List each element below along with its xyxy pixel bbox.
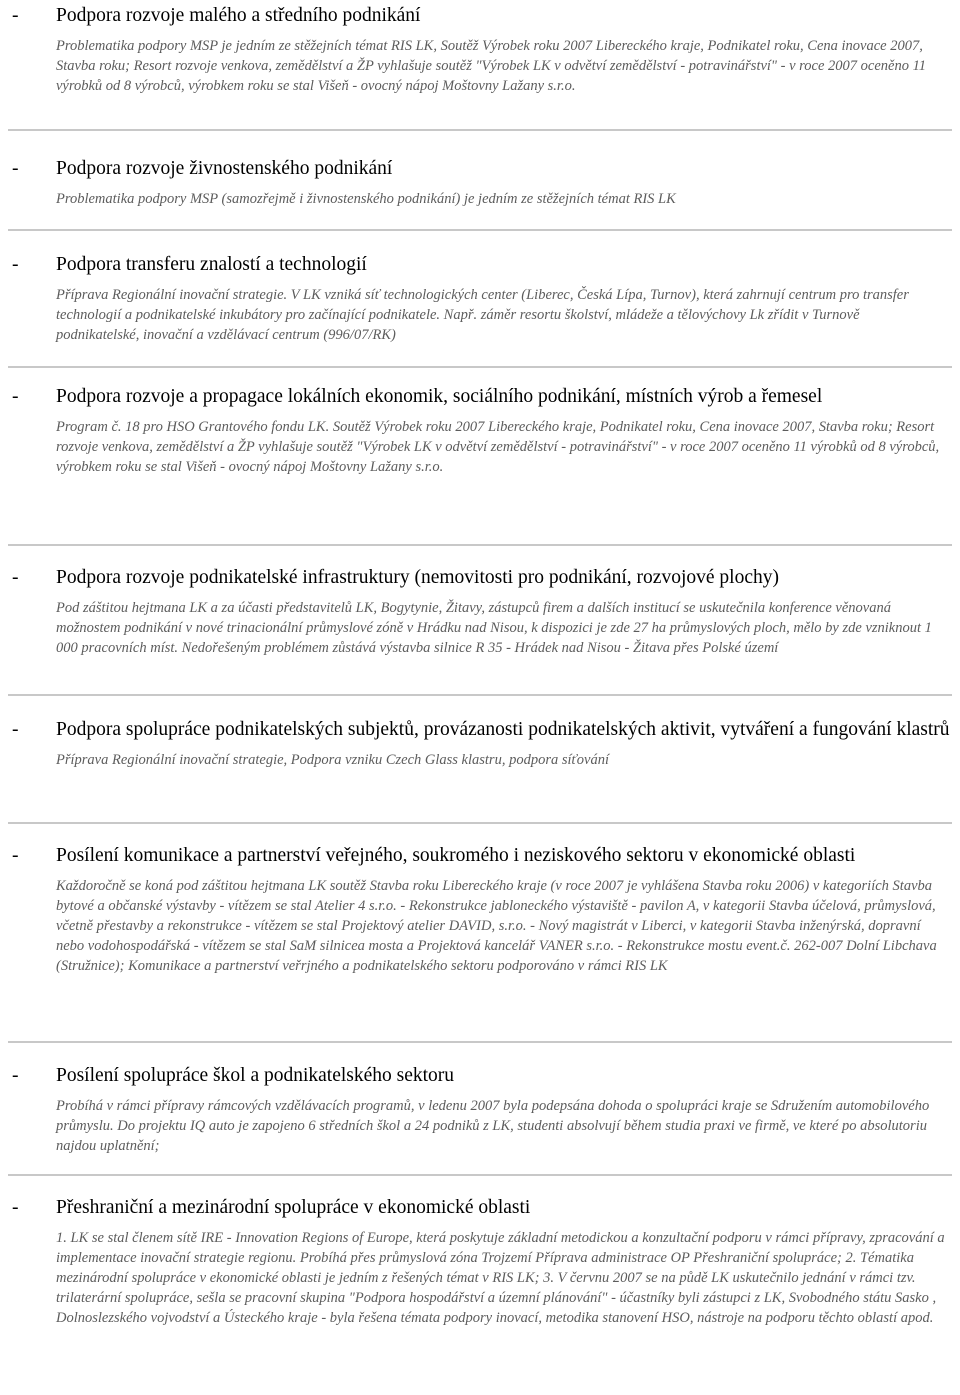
bullet-dash: - [12, 567, 19, 588]
section-body: Příprava Regionální inovační strategie. V LK vzniká síť technologických center (Liberec, Česká Lípa, Turnov), která zahrnují centrum pro transfer technologií a podnikatelské inkubátory pro začínající podnikatele. Např. záměr resortu školství, mládeže a tělovýchovy Lk zřídit v Turnově podnikatelské, inovační a vzdělávací centrum (996/07/RK) [56, 287, 909, 343]
section-title: Podpora rozvoje a propagace lokálních ekonomik, sociálního podnikání, místních výrob a řemesel [56, 386, 823, 407]
section-transfer [0, 251, 960, 345]
section-title: Podpora transferu znalostí a technologií [56, 254, 367, 275]
section-body: 1. LK se stal členem sítě IRE - Innovation Regions of Europe, která poskytuje základní metodickou a konzultační podporu v rámci přípravy, zpracování a implementace inovační strategie regionu. Probíhá přes průmyslová zóna Trojzemí Příprava administrace OP Přeshraniční spolupráce; 2. Tématika mezinárodní spolupráce v ekonomické oblasti je jedním z řešených témat v RIS LK; 3. V červnu 2007 se na půdě LK uskutečnilo jednání v rámci tzv. trilaterární spolupráce, sešla se pracovní skupina "Podpora hospodářství a územní plánování" - účastníky byli zástupci z LK, Svobodného státu Sasko , Dolnoslezského vojvodství a Ústeckého kraje - byla řešena témata podpory inovací, metodika stanovení HSO, nástroje na podporu těchto oblastí apod. [56, 1230, 945, 1326]
section-preshranicni [0, 1194, 960, 1328]
section-title: Přeshraniční a mezinárodní spolupráce v ekonomické oblasti [56, 1197, 531, 1218]
divider [8, 822, 952, 824]
section-body: Problematika podpory MSP (samozřejmě i živnostenského podnikání) je jedním ze stěžejních témat RIS LK [56, 191, 676, 207]
bullet-dash: - [12, 5, 19, 26]
bullet-dash: - [12, 1197, 19, 1218]
divider [8, 129, 952, 131]
bullet-dash: - [12, 386, 19, 407]
bullet-dash: - [12, 254, 19, 275]
section-title: Posílení komunikace a partnerství veřejného, soukromého i neziskového sektoru v ekonomické oblasti [56, 845, 856, 866]
section-klastry [0, 716, 960, 770]
section-msp [0, 2, 960, 96]
section-partnerstvi [0, 842, 960, 976]
section-title: Podpora rozvoje podnikatelské infrastruktury (nemovitosti pro podnikání, rozvojové plochy) [56, 567, 779, 588]
divider [8, 229, 952, 231]
section-infrastruktura [0, 564, 960, 658]
bullet-dash: - [12, 719, 19, 740]
section-skoly [0, 1062, 960, 1156]
section-title: Podpora rozvoje malého a středního podnikání [56, 5, 421, 26]
divider [8, 694, 952, 696]
section-body: Příprava Regionální inovační strategie, Podpora vzniku Czech Glass klastru, podpora síťování [56, 752, 610, 768]
divider [8, 1041, 952, 1043]
section-zivnost [0, 155, 960, 209]
section-body: Program č. 18 pro HSO Grantového fondu LK. Soutěž Výrobek roku 2007 Libereckého kraje, Podnikatel roku, Cena inovace 2007, Stavba roku; Resort rozvoje venkova, zemědělství a ŽP vyhlašuje soutěž "Výrobek LK v odvětví zemědělství - potravinářství" - v roce 2007 oceněno 11 výrobků od 8 výrobců, výrobkem roku se stal Višeň - ovocný nápoj Moštovny Lažany s.r.o. [56, 419, 940, 475]
section-body: Pod záštitou hejtmana LK a za účasti představitelů LK, Bogytynie, Žitavy, zástupců firem a dalších institucí se uskutečnila konference věnovaná možnostem podnikání v nové trinacionální průmyslové zóně v Hrádku nad Nisou, k dispozici je zde 27 ha průmyslových ploch, mělo by zde vzniknout 1 000 pracovních míst. Nedořešeným problémem zůstává výstavba silnice R 35 - Hrádek nad Nisou - Žitava přes Polské území [56, 600, 932, 656]
section-body: Problematika podpory MSP je jedním ze stěžejních témat RIS LK, Soutěž Výrobek roku 2007 Libereckého kraje, Podnikatel roku, Cena inovace 2007, Stavba roku; Resort rozvoje venkova, zemědělství a ŽP vyhlašuje soutěž "Výrobek LK v odvětví zemědělství - potravinářství" - v roce 2007 oceněno 11 výrobků od 8 výrobců, výrobkem roku se stal Višeň - ovocný nápoj Moštovny Lažany s.r.o. [56, 38, 926, 94]
section-body: Každoročně se koná pod záštitou hejtmana LK soutěž Stavba roku Libereckého kraje (v roce 2007 je vyhlášena Stavba roku 2006) v kategoriích Stavba bytové a občanské výstavby - vítězem se stal Atelier 4 s.r.o. - Rekonstrukce jabloneckého výstaviště - pavilon A, v kategorii Stavba účelová, průmyslová, včetně přestavby a rekonstrukce - vítězem se stal Projektový atelier DAVID, s.r.o. - Nový magistrát v Liberci, v kategorii Stavba inženýrská, dopravní nebo vodohospodářská - vítězem se stal SaM silnicea mosta a Projektová kancelář VANER s.r.o. - Rekonstrukce mostu event.č. 262-007 Dolní Libchava (Stružnice); Komunikace a partnerství veřrjného a podnikatelského sektoru podporováno v rámci RIS LK [56, 878, 937, 974]
bullet-dash: - [12, 1065, 19, 1086]
bullet-dash: - [12, 845, 19, 866]
section-title: Podpora spolupráce podnikatelských subjektů, provázanosti podnikatelských aktivit, vytváření a fungování klastrů [56, 719, 950, 740]
section-title: Posílení spolupráce škol a podnikatelského sektoru [56, 1065, 455, 1086]
divider [8, 366, 952, 368]
bullet-dash: - [12, 158, 19, 179]
section-title: Podpora rozvoje živnostenského podnikání [56, 158, 393, 179]
divider [8, 1174, 952, 1176]
divider [8, 544, 952, 546]
section-lokalni-ekonomiky [0, 383, 960, 477]
section-body: Probíhá v rámci přípravy rámcových vzdělávacích programů, v ledenu 2007 byla podepsána dohoda o spolupráci kraje se Sdružením automobilového průmyslu. Do projektu IQ auto je zapojeno 6 středních škol a 24 podniků z LK, studenti absolvují během studia praxi ve firmě, ve které po absolutoriu najdou uplatnění; [56, 1098, 930, 1154]
